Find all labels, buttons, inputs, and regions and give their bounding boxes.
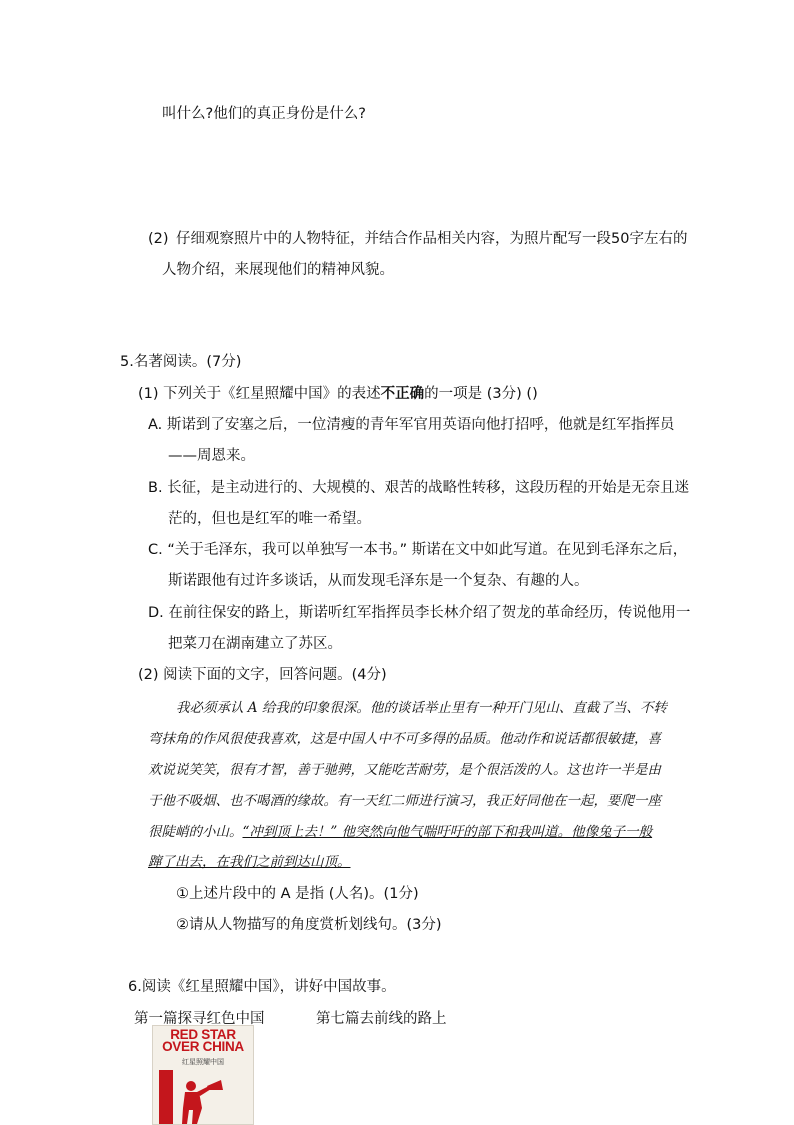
passage-line-5 [148,822,652,842]
q5-option-b-line2: 茫的，但也是红军的唯一希望。 [168,511,371,527]
passage-line-3: 欢说说笑笑，很有才智，善于驰骋，又能吃苦耐劳，是个很活泼的人。这也许一半是由 [148,762,661,778]
q5-option-c-line1: C. “关于毛泽东，我可以单独写一本书。” 斯诺在文中如此写道。在见到毛泽东之后， [148,542,688,558]
q5-sub1-emphasis: 不正确 [380,386,425,402]
q5-sub1-post: 的一项是 (3分) () [424,386,538,402]
cover-title-en [155,1029,251,1053]
q5-sub1-pre: (1) 下列关于《红星照耀中国》的表述 [138,386,381,402]
q5-question-a: ①上述片段中的 A 是指 (人名)。(1分) [176,886,419,902]
q5-title: 5.名著阅读。(7分) [120,354,242,370]
q4-sub2-line2: 人物介绍，来展现他们的精神风貌。 [162,262,394,278]
q4-sub2-number: (2) [148,231,169,247]
q5-option-d-line1: D. 在前往保安的路上，斯诺听红军指挥员李长林介绍了贺龙的革命经历，传说他用一 [148,605,691,621]
q4-sub2-line1: 仔细观察照片中的人物特征，并结合作品相关内容，为照片配写一段50字左右的 [176,231,688,247]
passage-line-4: 于他不吸烟、也不喝酒的缘故。有一天红二师进行演习，我正好同他在一起，要爬一座 [148,793,661,809]
q5-option-c-line2: 斯诺跟他有过许多谈话，从而发现毛泽东是一个复杂、有趣的人。 [168,573,589,589]
q5-option-a-line2: ——周恩来。 [168,448,255,464]
q4-line-identity: 叫什么?他们的真正身份是什么? [162,106,366,122]
q6-title: 6.阅读《红星照耀中国》，讲好中国故事。 [128,979,396,995]
cover-title-line2: OVER CHINA [162,1039,244,1054]
q5-sub2: (2) 阅读下面的文字，回答问题。(4分) [138,667,387,683]
passage-line-5-plain: 很陡峭的小山。 [148,824,243,840]
q5-option-d-line2: 把菜刀在湖南建立了苏区。 [168,636,342,652]
passage-line-2: 弯抹角的作风很使我喜欢，这是中国人中不可多得的品质。他动作和说话都很敏捷，喜 [148,731,661,747]
passage-line-1: 我必须承认 A 给我的印象很深。他的谈话举止里有一种开门见山、直截了当、不转 [176,700,667,716]
underlined-sentence-part1: “冲到顶上去！” 他突然向他气喘吁吁的部下和我叫道。他像兔子一般 [242,824,653,840]
q5-question-b: ②请从人物描写的角度赏析划线句。(3分) [176,917,442,933]
q5-option-b-line1: B. 长征，是主动进行的、大规模的、艰苦的战略性转移，这段历程的开始是无奈且迷 [148,480,690,496]
cover-title-cn: 红星照耀中国 [182,1058,224,1066]
bugler-figure-icon [175,1078,225,1124]
underlined-sentence-part2: 蹿了出去，在我们之前到达山顶。 [148,854,351,870]
cover-title-line1: RED STAR [170,1027,236,1042]
q6-chapter-7: 第七篇去前线的路上 [316,1011,447,1027]
book-cover-image [152,1025,254,1125]
q5-option-a-line1: A. 斯诺到了安塞之后，一位清瘦的青年军官用英语向他打招呼，他就是红军指挥员 [148,417,675,433]
q6-chapter-1: 第一篇探寻红色中国 [134,1011,265,1027]
cover-red-band [159,1070,173,1124]
q5-sub1 [138,384,538,404]
